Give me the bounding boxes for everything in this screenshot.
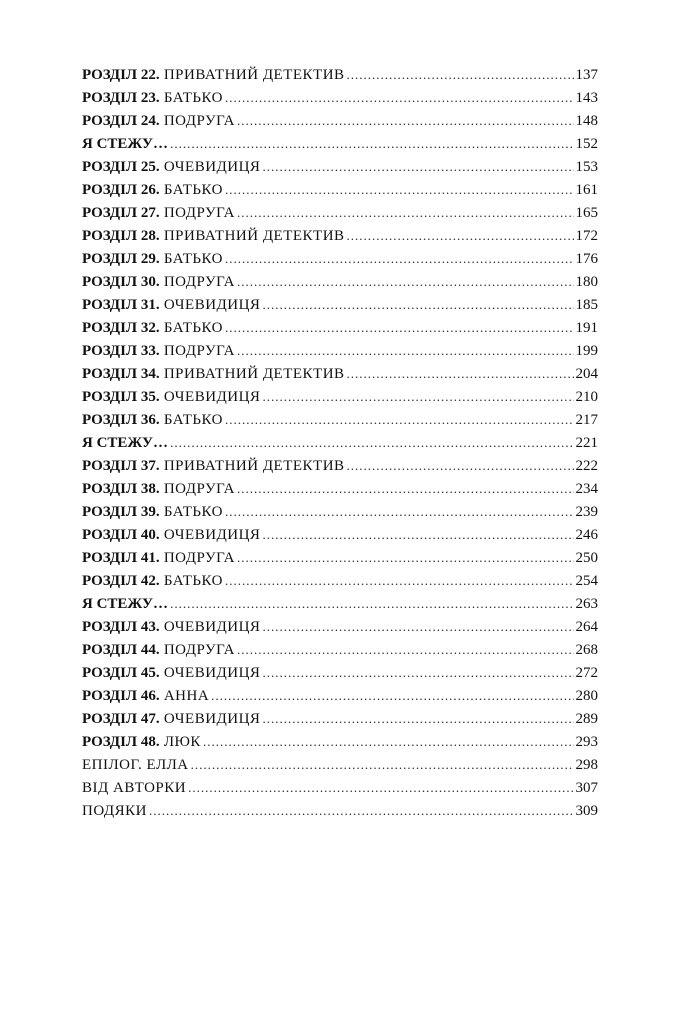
toc-entry-title: ПОДРУГА bbox=[159, 113, 235, 129]
toc-entry[interactable] bbox=[82, 431, 598, 454]
dot-leader bbox=[203, 730, 574, 753]
dot-leader bbox=[347, 63, 574, 86]
toc-entry-label: РОЗДІЛ 34. bbox=[82, 366, 160, 382]
dot-leader bbox=[188, 776, 573, 799]
dot-leader bbox=[211, 684, 573, 707]
toc-entry-title: БАТЬКО bbox=[159, 251, 223, 267]
toc-entry-label: РОЗДІЛ 31. bbox=[82, 297, 160, 313]
toc-entry-title: БАТЬКО bbox=[159, 412, 223, 428]
toc-entry-title: ПОДЯКИ bbox=[82, 803, 147, 819]
toc-entry[interactable] bbox=[82, 500, 598, 523]
toc-entry-title: БАТЬКО bbox=[159, 573, 223, 589]
toc-entry-label: РОЗДІЛ 33. bbox=[82, 343, 160, 359]
toc-entry-page: 165 bbox=[575, 205, 598, 221]
toc-entry-page: 143 bbox=[575, 90, 598, 106]
dot-leader bbox=[170, 431, 573, 454]
dot-leader bbox=[170, 592, 573, 615]
toc-entry-label: РОЗДІЛ 44. bbox=[82, 642, 160, 658]
dot-leader bbox=[262, 661, 573, 684]
dot-leader bbox=[347, 224, 574, 247]
toc-entry-page: 272 bbox=[575, 665, 598, 681]
toc-entry-label: РОЗДІЛ 45. bbox=[82, 665, 160, 681]
toc-entry-page: 268 bbox=[575, 642, 598, 658]
toc-entry[interactable] bbox=[82, 546, 598, 569]
toc-entry-title: ПОДРУГА bbox=[159, 550, 235, 566]
toc-entry-title: АННА bbox=[159, 688, 210, 704]
toc-entry-title: ЕПІЛОГ. ЕЛЛА bbox=[82, 757, 189, 773]
dot-leader bbox=[262, 523, 573, 546]
toc-entry-page: 199 bbox=[575, 343, 598, 359]
toc-entry[interactable] bbox=[82, 638, 598, 661]
toc-entry-label: РОЗДІЛ 42. bbox=[82, 573, 160, 589]
dot-leader bbox=[170, 132, 573, 155]
dot-leader bbox=[191, 753, 574, 776]
toc-entry-page: 263 bbox=[575, 596, 598, 612]
toc-entry-page: 153 bbox=[575, 159, 598, 175]
toc-entry-label: РОЗДІЛ 35. bbox=[82, 389, 160, 405]
toc-entry-label: РОЗДІЛ 32. bbox=[82, 320, 160, 336]
dot-leader bbox=[225, 569, 574, 592]
dot-leader bbox=[237, 339, 574, 362]
dot-leader bbox=[225, 247, 574, 270]
dot-leader bbox=[149, 799, 574, 822]
toc-entry[interactable] bbox=[82, 707, 598, 730]
toc-entry-label: РОЗДІЛ 40. bbox=[82, 527, 160, 543]
toc-entry-label: РОЗДІЛ 26. bbox=[82, 182, 160, 198]
toc-entry-page: 239 bbox=[575, 504, 598, 520]
toc-entry-label: РОЗДІЛ 23. bbox=[82, 90, 160, 106]
dot-leader bbox=[262, 293, 573, 316]
toc-entry-page: 180 bbox=[575, 274, 598, 290]
dot-leader bbox=[237, 638, 574, 661]
toc-entry[interactable] bbox=[82, 132, 598, 155]
toc-entry-label: РОЗДІЛ 41. bbox=[82, 550, 160, 566]
toc-entry-label: РОЗДІЛ 25. bbox=[82, 159, 160, 175]
dot-leader bbox=[237, 201, 574, 224]
toc-entry[interactable] bbox=[82, 109, 598, 132]
toc-entry-label: РОЗДІЛ 29. bbox=[82, 251, 160, 267]
toc-entry-page: 264 bbox=[575, 619, 598, 635]
toc-entry[interactable] bbox=[82, 224, 598, 247]
toc-entry[interactable] bbox=[82, 684, 598, 707]
dot-leader bbox=[262, 707, 573, 730]
toc-entry-page: 309 bbox=[575, 803, 598, 819]
toc-entry-title: БАТЬКО bbox=[159, 504, 223, 520]
toc-entry[interactable] bbox=[82, 155, 598, 178]
toc-entry-page: 254 bbox=[575, 573, 598, 589]
toc-entry[interactable] bbox=[82, 477, 598, 500]
toc-entry[interactable] bbox=[82, 201, 598, 224]
toc-entry-title: ПОДРУГА bbox=[159, 205, 235, 221]
toc-entry-title: ПРИВАТНИЙ ДЕТЕКТИВ bbox=[159, 67, 345, 83]
toc-entry-page: 298 bbox=[575, 757, 598, 773]
dot-leader bbox=[237, 109, 574, 132]
dot-leader bbox=[237, 477, 574, 500]
toc-entry-label: Я СТЕЖУ… bbox=[82, 435, 169, 451]
toc-entry-label: РОЗДІЛ 36. bbox=[82, 412, 160, 428]
toc-entry-title: ПОДРУГА bbox=[159, 343, 235, 359]
toc-entry-title: ВІД АВТОРКИ bbox=[82, 780, 187, 796]
toc-entry[interactable] bbox=[82, 362, 598, 385]
toc-entry-page: 176 bbox=[575, 251, 598, 267]
toc-entry[interactable] bbox=[82, 63, 598, 86]
dot-leader bbox=[225, 500, 574, 523]
toc-entry[interactable] bbox=[82, 86, 598, 109]
toc-entry[interactable] bbox=[82, 523, 598, 546]
toc-entry-page: 185 bbox=[575, 297, 598, 313]
toc-entry-label: Я СТЕЖУ… bbox=[82, 136, 169, 152]
toc-entry[interactable] bbox=[82, 615, 598, 638]
dot-leader bbox=[237, 546, 574, 569]
toc-entry[interactable] bbox=[82, 799, 598, 822]
toc-entry-page: 161 bbox=[575, 182, 598, 198]
dot-leader bbox=[347, 454, 574, 477]
dot-leader bbox=[262, 385, 573, 408]
toc-entry-title: ПРИВАТНИЙ ДЕТЕКТИВ bbox=[159, 458, 345, 474]
toc-entry-title: БАТЬКО bbox=[159, 90, 223, 106]
toc-entry-title: ОЧЕВИДИЦЯ bbox=[159, 527, 261, 543]
toc-entry[interactable] bbox=[82, 385, 598, 408]
dot-leader bbox=[237, 270, 574, 293]
toc-entry-page: 172 bbox=[575, 228, 598, 244]
toc-entry-label: РОЗДІЛ 37. bbox=[82, 458, 160, 474]
toc-entry-page: 191 bbox=[575, 320, 598, 336]
toc-entry[interactable] bbox=[82, 247, 598, 270]
toc-entry-page: 246 bbox=[575, 527, 598, 543]
toc-entry-page: 148 bbox=[575, 113, 598, 129]
dot-leader bbox=[225, 316, 574, 339]
toc-entry[interactable] bbox=[82, 408, 598, 431]
toc-entry-page: 250 bbox=[575, 550, 598, 566]
toc-entry-title: ОЧЕВИДИЦЯ bbox=[159, 711, 261, 727]
dot-leader bbox=[262, 615, 573, 638]
toc-entry-page: 234 bbox=[575, 481, 598, 497]
toc-entry-label: РОЗДІЛ 30. bbox=[82, 274, 160, 290]
toc-entry-title: ОЧЕВИДИЦЯ bbox=[159, 389, 261, 405]
toc-entry[interactable] bbox=[82, 592, 598, 615]
toc-entry-page: 210 bbox=[575, 389, 598, 405]
toc-entry[interactable] bbox=[82, 661, 598, 684]
toc-entry-title: ЛЮК bbox=[159, 734, 201, 750]
toc-entry-title: ОЧЕВИДИЦЯ bbox=[159, 159, 261, 175]
toc-entry-title: ОЧЕВИДИЦЯ bbox=[159, 297, 261, 313]
toc-entry-label: РОЗДІЛ 28. bbox=[82, 228, 160, 244]
toc-entry-title: БАТЬКО bbox=[159, 320, 223, 336]
toc-entry-page: 137 bbox=[575, 67, 598, 83]
toc-entry[interactable] bbox=[82, 730, 598, 753]
toc-entry[interactable] bbox=[82, 454, 598, 477]
toc-entry-page: 222 bbox=[575, 458, 598, 474]
toc-entry[interactable] bbox=[82, 753, 598, 776]
toc-entry[interactable] bbox=[82, 316, 598, 339]
toc-entry-title: БАТЬКО bbox=[159, 182, 223, 198]
toc-entry-page: 204 bbox=[575, 366, 598, 382]
toc-entry[interactable] bbox=[82, 569, 598, 592]
toc-entry-title: ПОДРУГА bbox=[159, 481, 235, 497]
toc-entry-label: РОЗДІЛ 24. bbox=[82, 113, 160, 129]
toc-entry-label: РОЗДІЛ 22. bbox=[82, 67, 160, 83]
toc-entry-title: ОЧЕВИДИЦЯ bbox=[159, 665, 261, 681]
toc-entry[interactable] bbox=[82, 339, 598, 362]
toc-entry-label: РОЗДІЛ 43. bbox=[82, 619, 160, 635]
toc-entry[interactable] bbox=[82, 293, 598, 316]
toc-entry-title: ПОДРУГА bbox=[159, 274, 235, 290]
toc-entry-page: 217 bbox=[575, 412, 598, 428]
toc-entry-title: ПРИВАТНИЙ ДЕТЕКТИВ bbox=[159, 366, 345, 382]
dot-leader bbox=[225, 408, 574, 431]
toc-entry-label: РОЗДІЛ 38. bbox=[82, 481, 160, 497]
toc-entry-page: 293 bbox=[575, 734, 598, 750]
dot-leader bbox=[262, 155, 573, 178]
toc-entry-label: Я СТЕЖУ… bbox=[82, 596, 169, 612]
toc-entry-page: 289 bbox=[575, 711, 598, 727]
toc-entry-page: 152 bbox=[575, 136, 598, 152]
dot-leader bbox=[347, 362, 574, 385]
table-of-contents bbox=[82, 63, 598, 822]
toc-entry[interactable] bbox=[82, 270, 598, 293]
toc-entry-title: ОЧЕВИДИЦЯ bbox=[159, 619, 261, 635]
dot-leader bbox=[225, 178, 574, 201]
toc-entry-label: РОЗДІЛ 27. bbox=[82, 205, 160, 221]
toc-entry-label: РОЗДІЛ 47. bbox=[82, 711, 160, 727]
toc-entry-label: РОЗДІЛ 39. bbox=[82, 504, 160, 520]
toc-entry-title: ПОДРУГА bbox=[159, 642, 235, 658]
toc-entry-label: РОЗДІЛ 48. bbox=[82, 734, 160, 750]
dot-leader bbox=[225, 86, 574, 109]
toc-entry-page: 221 bbox=[575, 435, 598, 451]
toc-entry-page: 307 bbox=[575, 780, 598, 796]
toc-entry[interactable] bbox=[82, 178, 598, 201]
toc-entry-page: 280 bbox=[575, 688, 598, 704]
toc-entry[interactable] bbox=[82, 776, 598, 799]
toc-entry-label: РОЗДІЛ 46. bbox=[82, 688, 160, 704]
toc-entry-title: ПРИВАТНИЙ ДЕТЕКТИВ bbox=[159, 228, 345, 244]
